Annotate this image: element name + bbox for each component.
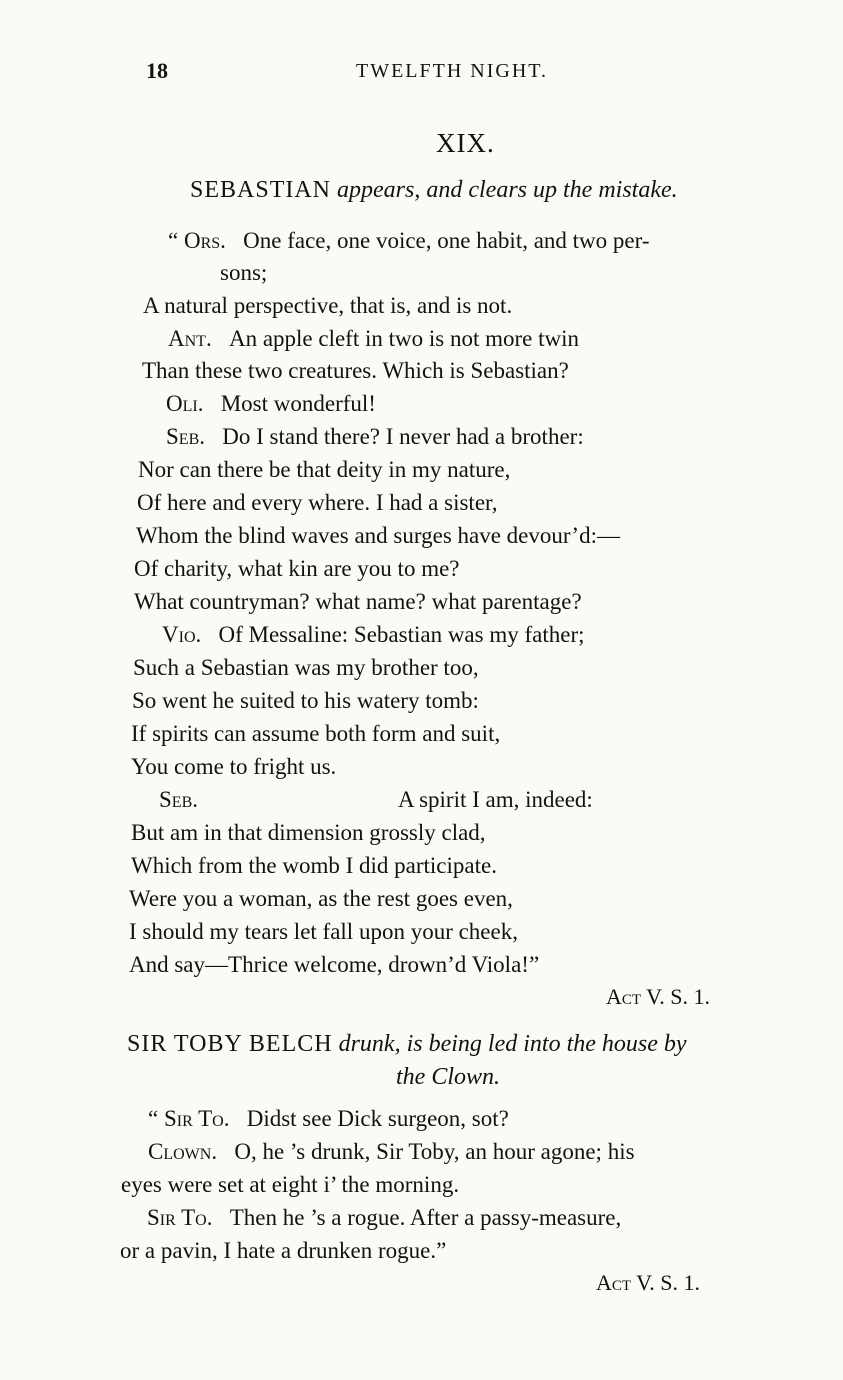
verse-line xyxy=(166,389,376,419)
page-number: 18 xyxy=(146,58,168,83)
line-text: Of Messaline: Sebastian was my father; xyxy=(218,622,585,647)
line-text: Were you a woman, as the rest goes even, xyxy=(129,886,513,911)
citation: Act V. S. 1. xyxy=(606,984,710,1009)
speaker-name: Sir To. xyxy=(147,1205,213,1230)
verse-line xyxy=(131,851,497,881)
speaker-name: “ Ors. xyxy=(168,228,226,253)
speaker-name: Seb. xyxy=(166,424,205,449)
running-title: TWELFTH NIGHT. xyxy=(356,60,549,82)
speaker-name: Seb. xyxy=(159,787,198,812)
verse-line xyxy=(133,653,479,683)
line-text: Of charity, what kin are you to me? xyxy=(134,556,460,581)
heading-caps: SEBASTIAN xyxy=(190,177,332,203)
verse-line xyxy=(138,455,510,485)
heading-italic: drunk, is being led into the house by xyxy=(338,1031,687,1057)
prose-line xyxy=(121,1170,459,1200)
line-text: Didst see Dick surgeon, sot? xyxy=(246,1106,509,1131)
line-text: What countryman? what name? what parentage? xyxy=(134,589,582,614)
verse-line xyxy=(166,422,584,452)
prose-line xyxy=(148,1104,509,1134)
verse-line xyxy=(168,324,579,354)
line-text: Whom the blind waves and surges have devour’d:— xyxy=(136,523,620,548)
prose-line xyxy=(148,1137,635,1167)
verse-line xyxy=(131,719,500,749)
line-text: One face, one voice, one habit, and two per- xyxy=(243,228,650,253)
citation-2: Act V. S. 1. xyxy=(596,1270,700,1295)
line-text: I should my tears let fall upon your cheek, xyxy=(129,919,518,944)
line-text: sons; xyxy=(220,260,268,285)
line-text: So went he suited to his watery tomb: xyxy=(132,688,479,713)
verse-line xyxy=(129,950,539,980)
verse-line xyxy=(137,488,498,518)
verse-line xyxy=(159,785,198,815)
heading-italic: the Clown. xyxy=(396,1064,501,1090)
line-text: A spirit I am, indeed: xyxy=(398,787,593,812)
line-text: Nor can there be that deity in my nature, xyxy=(138,457,511,482)
line-text: If spirits can assume both form and suit, xyxy=(131,721,501,746)
line-text: O, he ’s drunk, Sir Toby, an hour agone; his xyxy=(234,1139,635,1164)
verse-line xyxy=(129,884,513,914)
line-text: You come to fright us. xyxy=(131,754,337,779)
verse-line-continuation xyxy=(398,785,593,815)
verse-line xyxy=(134,554,460,584)
speaker-name: “ Sir To. xyxy=(148,1106,230,1131)
verse-line xyxy=(220,258,267,288)
line-text: eyes were set at eight i’ the morning. xyxy=(121,1172,460,1197)
line-text: Most wonderful! xyxy=(220,391,376,416)
verse-line xyxy=(143,291,512,321)
verse-line xyxy=(134,587,582,617)
heading-caps: SIR TOBY BELCH xyxy=(127,1031,333,1057)
prose-line xyxy=(120,1236,446,1266)
verse-line xyxy=(131,818,486,848)
line-text: And say—Thrice welcome, drown’d Viola!” xyxy=(129,952,540,977)
line-text: or a pavin, I hate a drunken rogue.” xyxy=(120,1238,447,1263)
line-text: A natural perspective, that is, and is not. xyxy=(143,293,513,318)
speaker-name: Ant. xyxy=(168,326,212,351)
verse-line xyxy=(162,620,585,650)
prose-line xyxy=(147,1203,621,1233)
verse-line xyxy=(136,521,620,551)
verse-line xyxy=(131,752,336,782)
speaker-name: Clown. xyxy=(148,1139,218,1164)
section-heading-2 xyxy=(127,1031,687,1058)
line-text: Of here and every where. I had a sister, xyxy=(137,490,498,515)
verse-line xyxy=(129,917,518,947)
section-number: XIX. xyxy=(436,128,495,158)
verse-line xyxy=(132,686,479,716)
verse-line xyxy=(168,226,649,256)
verse-line xyxy=(142,356,569,386)
line-text: Which from the womb I did participate. xyxy=(131,853,497,878)
line-text: But am in that dimension grossly clad, xyxy=(131,820,486,845)
speaker-name: Oli. xyxy=(166,391,204,416)
line-text: Do I stand there? I never had a brother: xyxy=(222,424,584,449)
line-text: An apple cleft in two is not more twin xyxy=(228,326,579,351)
line-text: Then he ’s a rogue. After a passy-measure, xyxy=(229,1205,622,1230)
section-heading-2-continuation xyxy=(396,1064,500,1091)
speaker-name: Vio. xyxy=(162,622,202,647)
heading-italic: appears, and clears up the mistake. xyxy=(337,177,678,203)
line-text: Than these two creatures. Which is Sebastian? xyxy=(142,358,569,383)
section-heading xyxy=(190,177,678,204)
line-text: Such a Sebastian was my brother too, xyxy=(133,655,479,680)
